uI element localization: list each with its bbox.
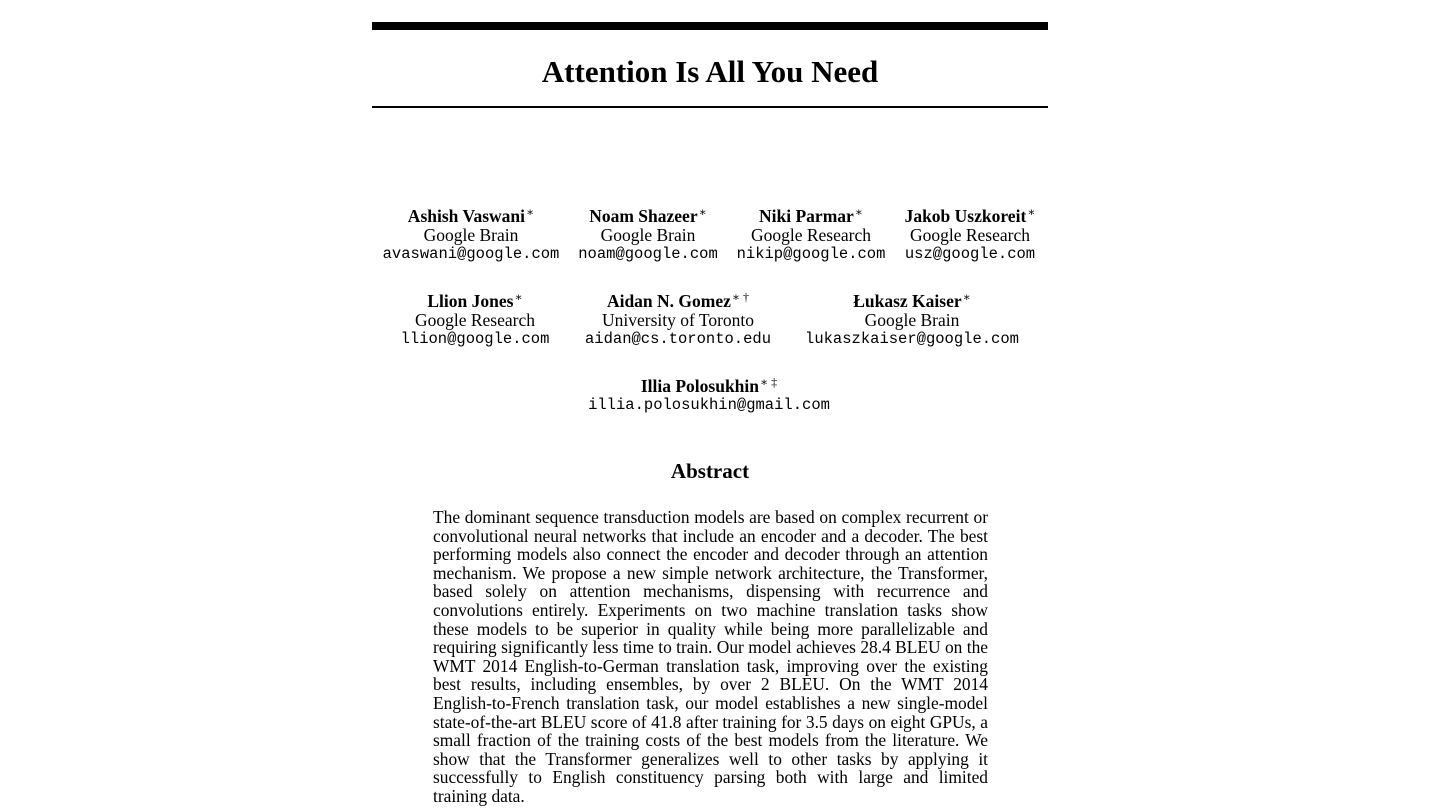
abstract-text: The dominant sequence transduction models are based on complex recurrent or convolutional neural networks that include an encoder and a decoder. The best performing models also connect the encoder and decoder through an attention mechanism. We propose a new simple network architecture, the Transformer, based solely on attention mechanisms, dispensing with recurrence and convolutions entirely. Experiments on two machine translation tasks show these models to be superior in quality while being more parallelizable and requiring significantly less time to train. Our model achieves 28.4 BLEU on the WMT 2014 English-to-German translation task, improving over the existing best results, including ensembles, by over 2 BLEU. On the WMT 2014 English-to-French translation task, our model establishes a new single-model state-of-the-art BLEU score of 41.8 after training for 3.5 days on eight GPUs, a small fraction of the training costs of the best models from the literature. We show that the Transformer generalizes well to other tasks by applying it successfully to English constituency parsing both with large and limited training data. [433, 507, 988, 806]
author-affiliation: Google Research [750, 225, 872, 245]
author-marks: ∗ [514, 290, 523, 304]
abstract-heading: Abstract [670, 459, 750, 483]
author-marks: ∗ [854, 205, 863, 219]
author-marks: ∗ † [731, 290, 750, 304]
title-rule-bottom [372, 106, 1048, 108]
author-block [401, 288, 550, 349]
author-name: Noam Shazeer [589, 206, 698, 226]
author-email: usz@google.com [904, 245, 1036, 263]
author-name: Łukasz Kaiser [853, 291, 962, 311]
author-email: noam@google.com [578, 245, 718, 263]
author-marks: ∗ [1027, 205, 1036, 219]
author-name: Ashish Vaswani [407, 206, 526, 226]
author-block [383, 203, 560, 264]
author-email: nikip@google.com [736, 245, 886, 263]
author-email: aidan@cs.toronto.edu [584, 330, 772, 348]
author-affiliation: Google Brain [864, 310, 960, 330]
author-affiliation: University of Toronto [601, 310, 755, 330]
author-block [578, 203, 718, 264]
author-affiliation: Google Research [414, 310, 536, 330]
author-marks: ∗ [698, 205, 707, 219]
author-name: Illia Polosukhin [640, 376, 760, 396]
author-block [805, 288, 1019, 349]
author-affiliation: Google Brain [600, 225, 696, 245]
author-email: avaswani@google.com [382, 245, 560, 263]
author-block [737, 203, 886, 264]
author-marks: ∗ [526, 205, 535, 219]
author-email: lukaszkaiser@google.com [805, 330, 1019, 348]
author-marks: ∗ [962, 290, 971, 304]
author-affiliation: Google Research [909, 225, 1031, 245]
paper-title: Attention Is All You Need [541, 54, 879, 89]
author-block [905, 203, 1036, 264]
author-name: Llion Jones [427, 291, 514, 311]
author-name: Niki Parmar [759, 206, 854, 226]
author-name: Jakob Uszkoreit [904, 206, 1027, 226]
author-email: llion@google.com [400, 330, 550, 348]
author-email: illia.polosukhin@gmail.com [588, 396, 830, 414]
author-affiliation: Google Brain [423, 225, 519, 245]
title-rule-top [372, 22, 1048, 30]
author-block [585, 288, 771, 349]
author-marks: ∗ ‡ [760, 375, 778, 389]
author-name: Aidan N. Gomez [606, 291, 731, 311]
author-block [588, 373, 830, 415]
